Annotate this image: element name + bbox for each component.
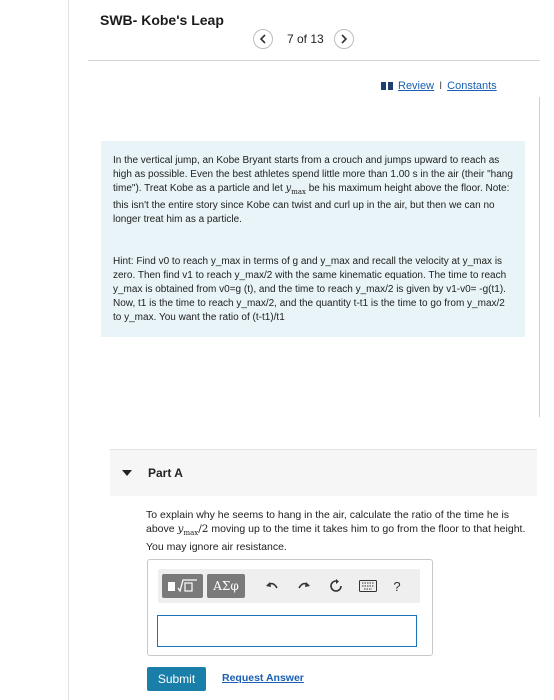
greek-letters-icon: ΑΣφ (213, 579, 239, 593)
previous-button[interactable] (253, 29, 273, 49)
redo-icon (297, 580, 311, 592)
reset-button[interactable] (323, 574, 349, 598)
q-ymax-subscript: max (183, 529, 199, 538)
undo-button[interactable] (259, 574, 285, 598)
templates-icon (167, 578, 199, 594)
help-icon: ? (393, 578, 401, 594)
part-a-header[interactable] (110, 449, 537, 496)
problem-intro (113, 154, 513, 227)
request-answer-link[interactable]: Request Answer (222, 672, 304, 684)
chevron-right-icon (340, 34, 348, 44)
redo-button[interactable] (291, 574, 317, 598)
left-gutter-rule (68, 0, 69, 700)
problem-statement (101, 141, 525, 337)
reset-icon (329, 579, 343, 593)
constants-link[interactable]: Constants (447, 80, 497, 92)
ymax-symbol (286, 183, 306, 194)
caret-down-icon (122, 470, 132, 476)
pager (253, 28, 354, 50)
ymax-base: y (285, 183, 292, 194)
chevron-left-icon (259, 34, 267, 44)
greek-letters-button[interactable] (207, 574, 245, 598)
q-ymax-base: y (177, 523, 184, 535)
keyboard-button[interactable] (355, 574, 381, 598)
help-button[interactable] (389, 574, 405, 598)
answer-editor (147, 559, 433, 656)
math-toolbar (158, 569, 420, 603)
resource-links (381, 80, 497, 92)
page-title: SWB- Kobe's Leap (100, 12, 224, 28)
intro-text: In the vertical jump, an Kobe Bryant starts from a crouch and jumps upward to reach as high as possible. Even the best athletes spend little more than 1.00 s in the air (their "hang time"). Treat Kobe as a particle and let (113, 155, 513, 194)
book-icon (381, 82, 393, 90)
undo-icon (265, 580, 279, 592)
ymax-over-2 (177, 523, 209, 538)
hint-text: Hint: Find v0 to reach y_max in terms of g and y_max and recall the velocity at y_max is zero. Then find v1 to reach y_max/2 with the same kinematic equation. The time to reach y_max is obtained from v0=g (t), and the time to reach y_max/2 is given by v1-v0= -g(t1). Now, t1 is the time to reach y_max/2, and the quantity t-t1 is the time to go from y_max/2 to y_max. You want the ratio of (t-t1)/t1 (113, 256, 507, 323)
question-text (146, 508, 532, 554)
next-button[interactable] (334, 29, 354, 49)
page-position: 7 of 13 (287, 32, 324, 46)
submit-button[interactable]: Submit (147, 667, 206, 691)
header-divider (88, 60, 540, 61)
answer-input[interactable] (157, 615, 417, 647)
ymax-subscript: max (291, 188, 306, 196)
review-link[interactable]: Review (398, 80, 435, 92)
question-after: moving up to the time it takes him to go from the floor to that height. You may ignore air resistance. (146, 523, 526, 554)
intro-text-rest: be his maximum height above the floor. Note: this isn't the entire story since Kobe can twist and curl up in the air, but then we can no longer treat him as a particle. (113, 183, 510, 225)
keyboard-icon (359, 580, 377, 592)
question-before: To explain why he seems to hang in the air, calculate the ratio of the time he is above (146, 509, 510, 535)
templates-button[interactable] (162, 574, 203, 598)
q-divisor: /2 (198, 523, 209, 535)
scrollbar[interactable] (539, 97, 540, 417)
link-separator: I (439, 80, 443, 92)
part-label: Part A (148, 466, 183, 480)
